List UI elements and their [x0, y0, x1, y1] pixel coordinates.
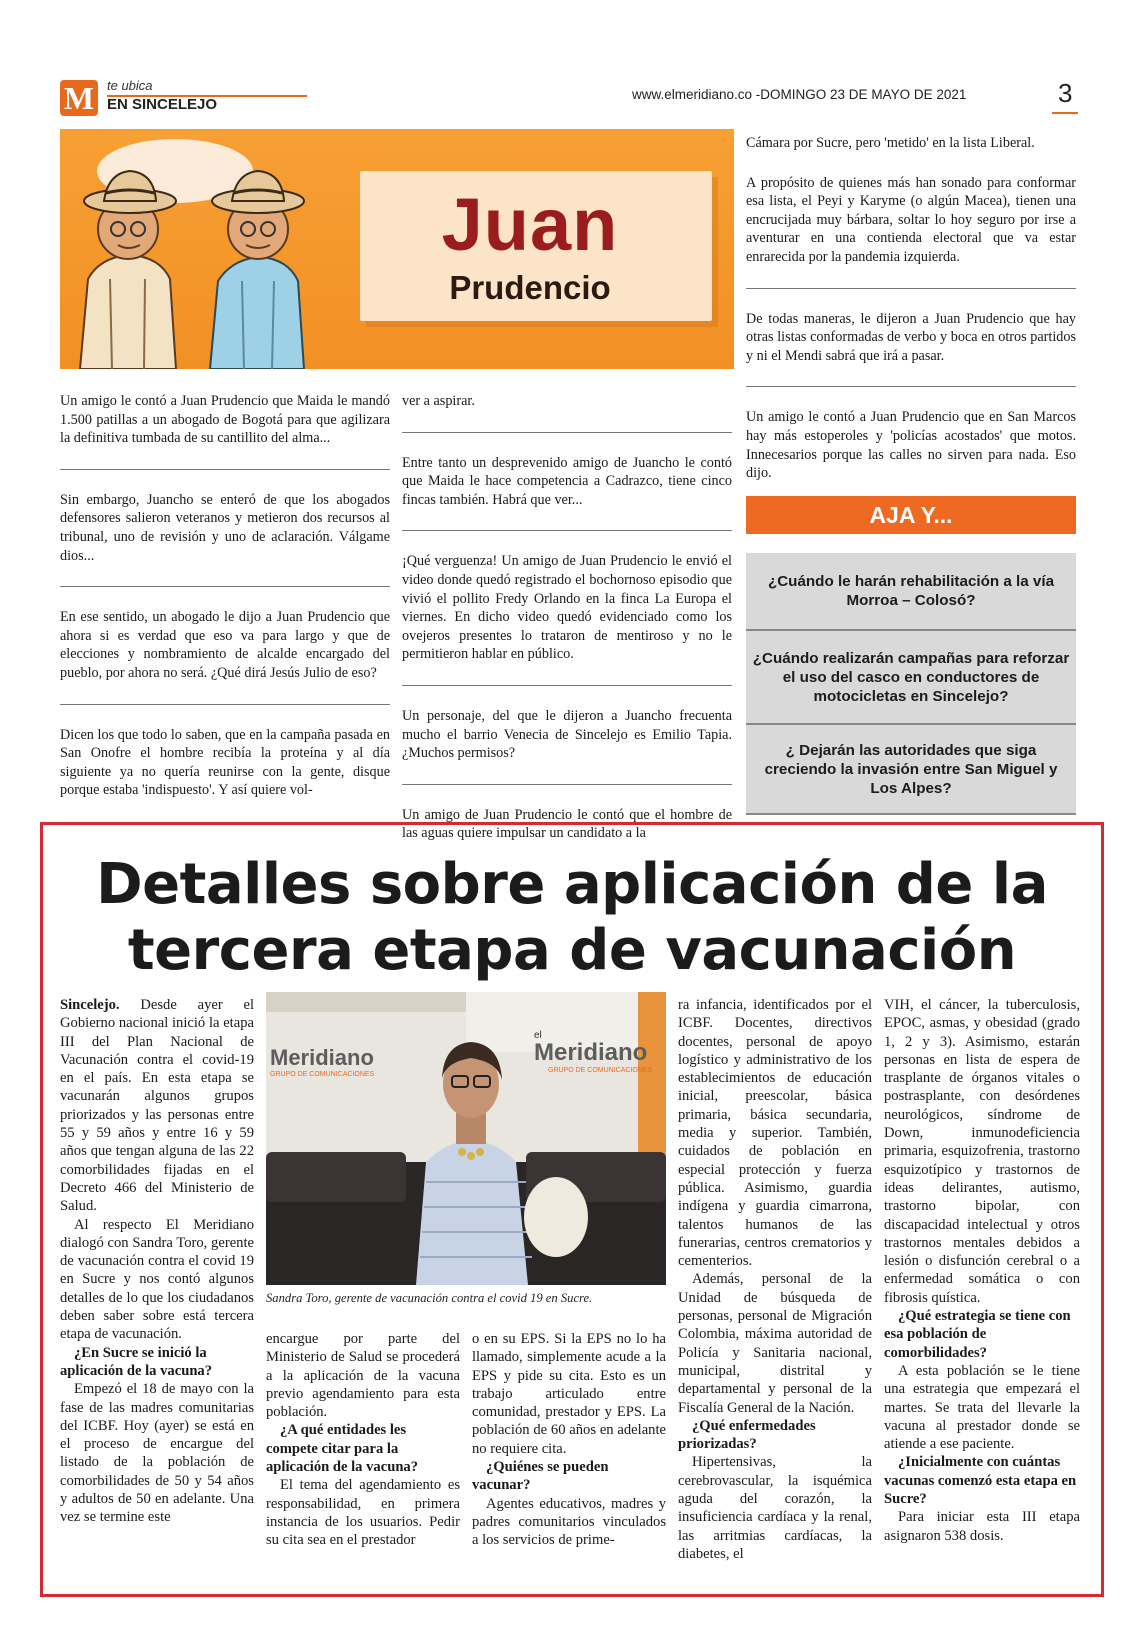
- gossip-item: Un amigo de Juan Prudencio le contó que el hombre de las aguas quiere impulsar un candidato a la: [402, 806, 732, 842]
- feature-paragraph: VIH, el cáncer, la tuberculosis, EPOC, asmas, y obesidad (grado 1, 2 y 3). Asimismo, estarán personas en lista de espera de trasplante de órganos vitales o postrasplante, con desórdenes neurológicos, síndrome de Down, inmunodeficiencia primaria, esquizofrenia, trastorno esquizotípico y trastornos de ideas delirantes, autismo, trastorno bipolar, con discapacidad intelectual y otros trastornos mentales debidos a lesión o disfunción cerebral o a enfermedad somática o con fibrosis quística.: [884, 997, 1080, 1306]
- feature-paragraph: El tema del agendamiento es responsabilidad, en primera instancia de los usuarios. Pedir su cita sea en el prestador: [266, 1477, 460, 1549]
- feature-column-2: [266, 1330, 460, 1550]
- gossip-item: Un personaje, del que le dijeron a Juancho frecuenta mucho el barrio Venecia de Sincelejo es Emilio Tapia. ¿Muchos permisos?: [402, 707, 732, 762]
- interview-question: ¿Qué enfermedades priorizadas?: [678, 1417, 816, 1453]
- gossip-item: En ese sentido, un abogado le dijo a Juan Prudencio que ahora si es verdad que eso va para largo y que de elecciones y nombramiento de alcalde encargado del pueblo, por ahora no será. ¿Qué dirá Jesús Julio de eso?: [60, 609, 390, 681]
- interview-question: ¿En Sucre se inició la aplicación de la vacuna?: [60, 1344, 213, 1379]
- item-divider: [402, 530, 732, 531]
- section-name: EN SINCELEJO: [107, 96, 218, 113]
- page-number-underline: [1052, 112, 1078, 114]
- feature-paragraph: Además, personal de la Unidad de búsqueda de personas, personal de Migración Colombia, máxima autoridad de Policía y Sanitaria nacional, municipal, distrital y departamental y personal de la Fiscalía General de la Nación.: [678, 1271, 872, 1416]
- gossip-item: Un amigo le contó a Juan Prudencio que en San Marcos hay más estoperoles y 'policías acostados' que motos. Innecesarios porque las calles no sirven para nada. Eso dijo.: [746, 409, 1076, 482]
- photo-logo-right-article: el: [534, 1030, 542, 1041]
- gossip-item: Sin embargo, Juancho se enteró de que los abogados defensores salieron veteranos y metieron dos recursos al tribunal, uno de revisión y uno de aclaración. Válgame dios...: [60, 491, 390, 564]
- banner-subtitle: Prudencio: [449, 269, 611, 306]
- feature-paragraph: A esta población se le tiene una estrategia que empezará el martes. Se trata del llevarle la vacuna al prestador donde se atiende a ese paciente.: [884, 1362, 1080, 1453]
- cartoon-illustration: [60, 129, 360, 369]
- photo-logo-right-sub: GRUPO DE COMUNICACIONES: [548, 1067, 653, 1074]
- gossip-item: ¡Qué verguenza! Un amigo de Juan Prudencio le envió el video donde quedó registrado el bochornoso episodio que vivió el pollito Fredy Orlando en la finca La Europa el viernes. En dicho video quedó evidenciado como los ovejeros presentes lo trataron de mentiroso y no le permitieron hablar en público.: [402, 553, 732, 663]
- feature-paragraph: Sincelejo. Desde ayer el Gobierno nacional inició la etapa III del Plan Nacional de Vacunación contra el covid-19 en el país. En esta etapa se vacunarán algunos grupos priorizados y las personas entre 55 y 59 años y entre 16 y 59 años que tengan alguna de las 22 comorbilidades fijadas en el Decreto 466 del Ministerio de Salud.: [60, 997, 254, 1215]
- banner-title: Juan: [441, 183, 619, 266]
- gossip-item: Un amigo le contó a Juan Prudencio que Maida le mandó 1.500 patillas a un abogado de Bogotá para que agilizara la definitiva tumbada de su cantillito del alma...: [60, 393, 390, 447]
- feature-paragraph: Agentes educativos, madres y padres comunitarios vinculados a los servicios de prime-: [472, 1495, 666, 1549]
- feature-paragraph: encargue por parte del Ministerio de Salud se procederá a la aplicación de la vacuna previo agendamiento para esta población.: [266, 1331, 460, 1421]
- gossip-column-3: [746, 134, 1076, 483]
- gossip-item: Dicen los que todo lo saben, que en la campaña pasada en San Onofre el hombre recibía la proteína y al día siguiente ya no quería reunirse con la gente, disque porque estaba 'indispuesto'. Y así quiere vol-: [60, 726, 390, 799]
- item-divider: [402, 685, 732, 686]
- interview-question: ¿Inicialmente con cuántas vacunas comenzó esta etapa en Sucre?: [884, 1454, 1077, 1508]
- aja-question: ¿Cuándo le harán rehabilitación a la vía Morroa – Colosó?: [746, 553, 1076, 631]
- feature-headline: Detalles sobre aplicación de la tercera etapa de vacunación: [96, 852, 1048, 983]
- feature-column-1: [60, 996, 254, 1527]
- item-divider: [60, 469, 390, 470]
- item-divider: [746, 386, 1076, 387]
- gossip-item: Entre tanto un desprevenido amigo de Juancho le contó que Maida le hace competencia a Cadrazco, tiene cinco fincas también. Habrá que ver...: [402, 454, 732, 508]
- item-divider: [402, 784, 732, 785]
- dateline: www.elmeridiano.co -DOMINGO 23 DE MAYO DE 2021: [632, 87, 967, 102]
- gossip-item: A propósito de quienes más han sonado para conformar esa lista, el Peyi y Karyme (o algún Macea), tienen una encrucijada muy bárbara, soltar lo hoy seguro por irse a aventurar en una contienda electoral que va estar enrarecida por la pandemia izquierda.: [746, 174, 1076, 265]
- dateline-place: Sincelejo.: [60, 997, 120, 1013]
- feature-paragraph: o en su EPS. Si la EPS no lo ha llamado, simplemente acude a la EPS y pide su cita. Esto es un trabajo articulado entre comunidad, prestador y EPS. La población de 60 años en adelante no requiere cita.: [472, 1331, 666, 1457]
- page-number: 3: [1058, 78, 1073, 108]
- gossip-column-2: [402, 392, 732, 843]
- feature-paragraph: ra infancia, identificados por el ICBF. Docentes, directivos docentes, personal de apoyo logístico y administrativo de los establecimientos de educación inicial, preescolar, básica primaria, básica secundaria, media y superior. También, cuidados de población en especial protección y fuerza pública. Asimismo, guardia indígena y guardia cimarrona, talentos humanos de las funerarias, centros crematorios y cementerios.: [678, 997, 872, 1270]
- aja-question: ¿Cuándo realizarán campañas para reforzar el uso del casco en conductores de motocicletas en Sincelejo?: [746, 631, 1076, 725]
- photo-logo-right: Meridiano: [534, 1039, 648, 1066]
- photo-logo-left-sub: GRUPO DE COMUNICACIONES: [270, 1071, 375, 1078]
- feature-paragraph: Al respecto El Meridiano dialogó con Sandra Toro, gerente de vacunación contra el covid 19 en Sucre y nos contó algunos detalles de lo que los ciudadanos deben saber sobre está tercera etapa de vacunación.: [60, 1216, 254, 1343]
- item-divider: [402, 432, 732, 433]
- section-kicker: te ubica: [107, 78, 153, 93]
- gossip-column-1: [60, 392, 390, 800]
- aja-question: ¿ Dejarán las autoridades que siga creciendo la invasión entre San Miguel y Los Alpes?: [746, 725, 1076, 815]
- newspaper-logo: M: [60, 80, 98, 116]
- interview-question: ¿Quiénes se pueden vacunar?: [472, 1459, 609, 1494]
- item-divider: [60, 704, 390, 705]
- item-divider: [60, 586, 390, 587]
- column-banner: [60, 129, 734, 369]
- item-divider: [746, 288, 1076, 289]
- feature-column-3: [472, 1330, 666, 1550]
- interview-question: ¿A qué entidades les compete citar para la aplicación de la vacuna?: [266, 1422, 419, 1476]
- photo-illustration: [266, 992, 666, 1285]
- feature-column-5: [884, 996, 1080, 1545]
- aja-box-title: AJA Y...: [746, 496, 1076, 534]
- gossip-item: Cámara por Sucre, pero 'metido' en la lista Liberal.: [746, 135, 1035, 151]
- feature-paragraph: Empezó el 18 de mayo con la fase de las madres comunitarias del ICBF. Hoy (ayer) se está en el proceso de encargue del listado de la población de comorbilidades de 50 y 54 años y adultos de 50 en adelante. Una vez se termine este: [60, 1381, 254, 1526]
- feature-paragraph: Para iniciar esta III etapa asignaron 538 dosis.: [884, 1509, 1080, 1544]
- gossip-item: ver a aspirar.: [402, 393, 475, 409]
- article-photo: [266, 992, 666, 1285]
- photo-logo-left: Meridiano: [270, 1045, 374, 1070]
- feature-column-4: [678, 996, 872, 1563]
- gossip-item: De todas maneras, le dijeron a Juan Prudencio que hay otras listas conformadas de verbo y boca en otros partidos y ni el Mendi sabrá que irá a pasar.: [746, 310, 1076, 364]
- photo-caption: Sandra Toro, gerente de vacunación contra el covid 19 en Sucre.: [266, 1291, 593, 1305]
- feature-paragraph: Hipertensivas, la cerebrovascular, la isquémica aguda del corazón, la insuficiencia cardíaca y la renal, las arritmias cardíacas, la diabetes, el: [678, 1454, 872, 1562]
- interview-question: ¿Qué estrategia se tiene con esa población de comorbilidades?: [884, 1308, 1071, 1361]
